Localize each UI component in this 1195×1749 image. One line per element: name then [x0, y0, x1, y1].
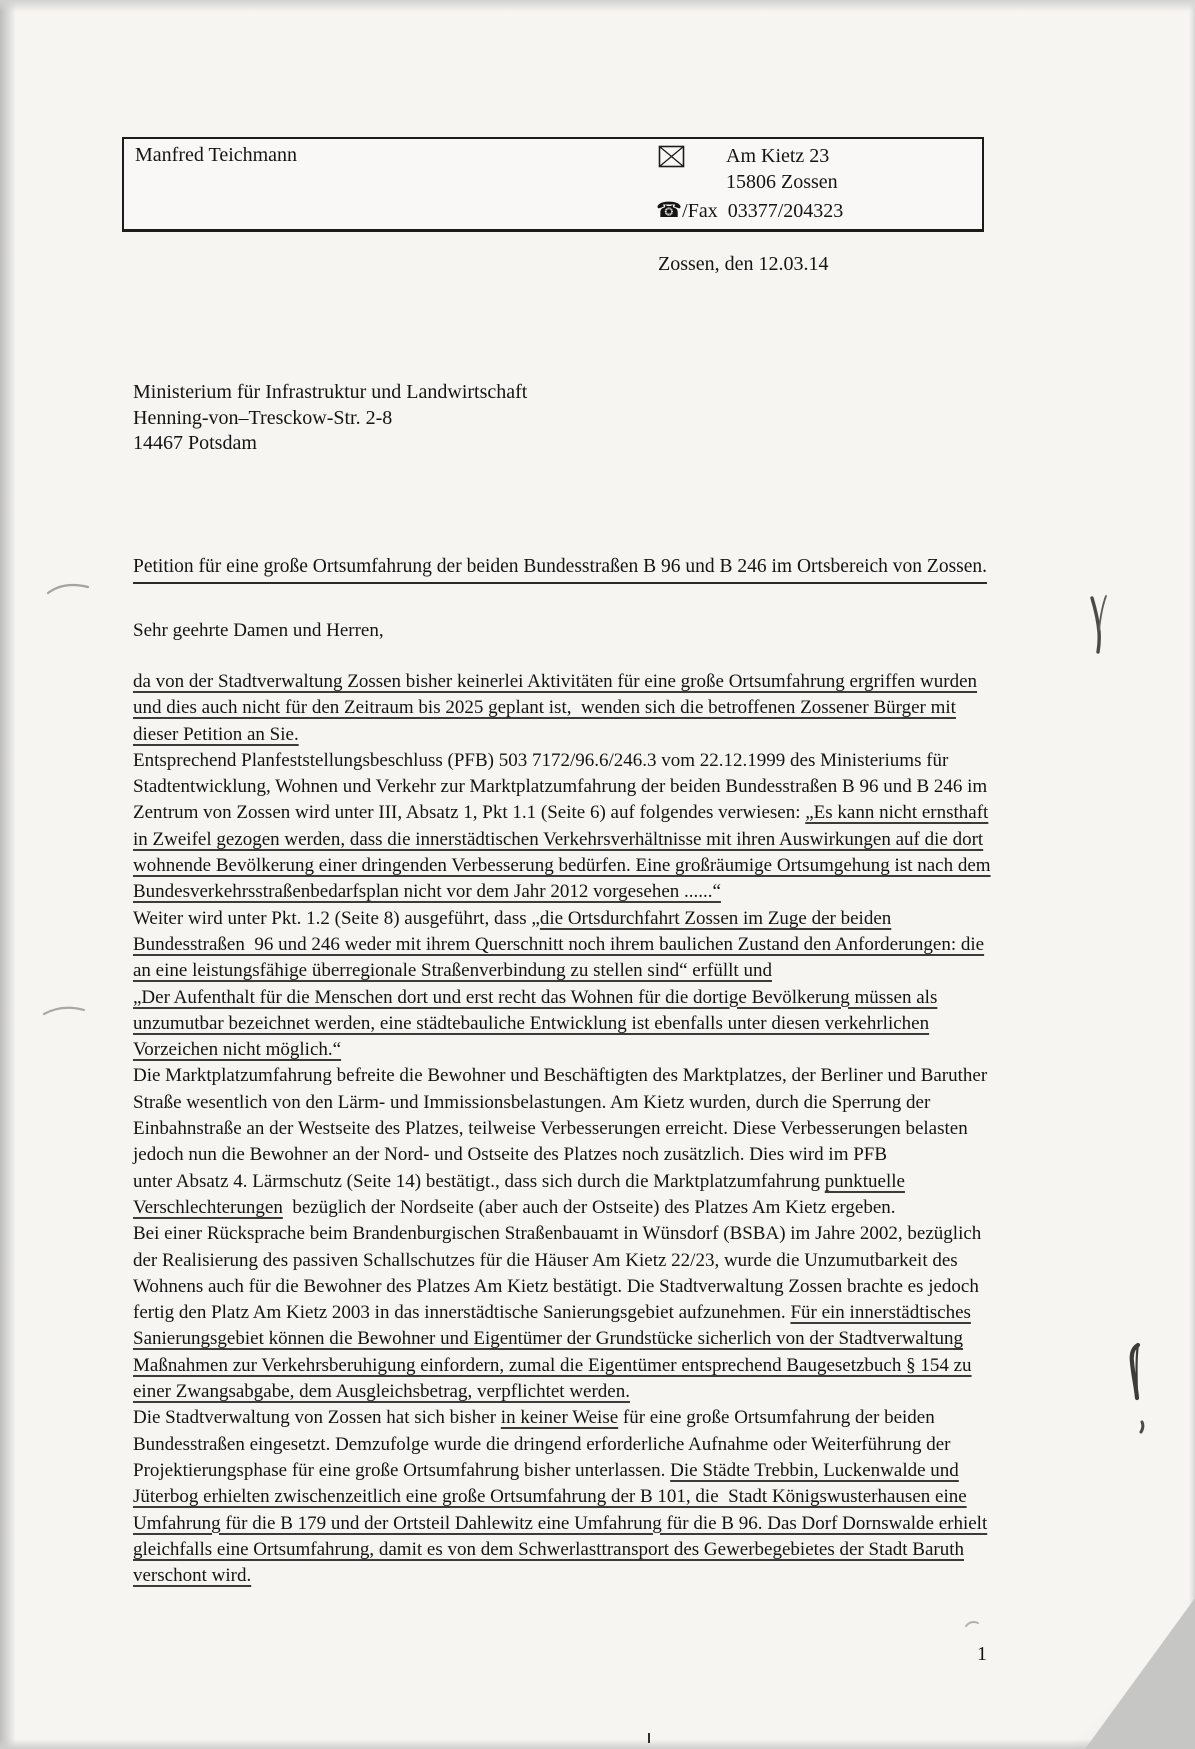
pen-stroke-mark — [46, 580, 90, 598]
sender-name: Manfred Teichmann — [135, 144, 298, 166]
body-line — [133, 1537, 1003, 1563]
body-text-segment: Die Städte Trebbin, Luckenwalde und — [670, 1459, 959, 1481]
body-line — [133, 1248, 1003, 1274]
body-text-segment: unter Absatz 4. Lärmschutz (Seite 14) bestätigt., dass sich durch die Marktplatzumfahrung — [133, 1170, 825, 1192]
body-text-segment: da von der Stadtverwaltung Zossen bisher keinerlei Aktivitäten für eine große Ortsumfahrung ergriffen wurden — [133, 671, 978, 692]
body-line — [133, 1353, 1003, 1379]
body-text-segment: dieser Petition an Sie. — [133, 723, 299, 745]
body-line — [133, 1432, 1003, 1458]
phone-fax-line — [656, 198, 843, 223]
scan-edge-top — [0, 0, 1195, 12]
body-line — [133, 1484, 1003, 1510]
body-text-segment: „Der Aufenthalt für die Menschen dort und erst recht das Wohnen für die dortige Bevölkerung müssen als — [133, 986, 938, 1008]
body-text-segment: Bundesverkehrsstraßenbedarfsplan nicht vor dem Jahr 2012 vorgesehen ......“ — [133, 881, 721, 903]
body-text-segment: Jüterbog erhielten zwischenzeitlich eine große Ortsumfahrung der B 101, die Stadt Königswusterhausen eine — [133, 1486, 967, 1508]
body-line — [133, 1511, 1003, 1537]
body-text-segment: Verschlechterungen — [133, 1196, 283, 1218]
recipient-address — [133, 380, 527, 457]
body-line — [133, 1037, 1003, 1063]
body-line — [133, 669, 1003, 695]
pen-dot-mark — [962, 1616, 982, 1632]
body-text-segment: Zentrum von Zossen wird unter III, Absatz 1, Pkt 1.1 (Seite 6) auf folgendes verwiesen: — [133, 802, 806, 824]
body-text-segment: punktuelle — [824, 1170, 905, 1192]
body-line — [133, 1326, 1003, 1352]
body-line — [133, 1274, 1003, 1300]
sender-address-line1: Am Kietz 23 — [726, 145, 830, 167]
body-text-segment: Einbahnstraße an der Westseite des Platzes, teilweise Verbesserungen erreicht. Diese Verbesserungen belasten — [133, 1118, 968, 1140]
body-line — [133, 958, 1003, 984]
body-text-segment: und dies auch nicht für den Zeitraum bis 2025 geplant ist, wenden sich die betroffenen Zossener Bürger mit — [133, 697, 956, 719]
fax-number: 03377/204323 — [727, 200, 844, 222]
body-line — [133, 853, 1003, 879]
body-text-segment: Umfahrung für die B 179 und der Ortsteil Dahlewitz eine Umfahrung für die B 96. Das Dorf Dornswalde erhielt — [133, 1512, 988, 1534]
body-text-segment: bezüglich der Nordseite (aber auch der Ostseite) des Platzes Am Kietz ergeben. — [282, 1196, 896, 1218]
body-text-segment: der Realisierung des passiven Schallschutzes für die Häuser Am Kietz 22/23, wurde die Unzumutbarkeit des — [133, 1249, 958, 1271]
body-text-segment: verschont wird. — [133, 1565, 252, 1587]
body-line — [133, 985, 1003, 1011]
body-line — [133, 1142, 1003, 1168]
page-number: 1 — [977, 1643, 987, 1665]
body-line — [133, 1379, 1003, 1405]
sender-address — [726, 143, 838, 195]
body-text-segment: Stadtentwicklung, Wohnen und Verkehr zur Marktplatzumfahrung der beiden Bundesstraßen B 96 und B 246 im — [133, 776, 988, 798]
pen-stroke-mark — [42, 1002, 86, 1020]
body-text-segment: Die Stadtverwaltung von Zossen hat sich bisher — [133, 1407, 501, 1429]
body-text-segment: unzumutbar bezeichnet werden, eine städtebauliche Entwicklung ist ebenfalls unter diesen verkehrlichen — [133, 1012, 930, 1034]
body-text-segment: Weiter wird unter Pkt. 1.2 (Seite 8) ausgeführt, dass „ — [133, 907, 540, 929]
body-text-segment: für eine große Ortsumfahrung der beiden — [618, 1407, 935, 1429]
scan-edge-left — [0, 0, 16, 1749]
body-line — [133, 1563, 1003, 1589]
body-line — [133, 879, 1003, 905]
recipient-line1: Ministerium für Infrastruktur und Landwirtschaft — [133, 381, 528, 403]
scanner-dash-mark — [648, 1733, 650, 1743]
body-text-segment: Bei einer Rücksprache beim Brandenburgischen Straßenbauamt in Wünsdorf (BSBA) im Jahre 2002, bezüglich — [133, 1223, 982, 1245]
body-text-segment: wohnende Bevölkerung einer dringenden Verbesserung bedürfen. Eine großräumige Ortsumgehung ist nach dem — [133, 855, 991, 877]
body-line — [133, 748, 1003, 774]
body-text-segment: Die Marktplatzumfahrung befreite die Bewohner und Beschäftigten des Marktplatzes, der Berliner und Baruther — [133, 1065, 988, 1087]
body-text-segment: jedoch nun die Bewohner an der Nord- und Ostseite des Platzes noch zusätzlich. Dies wird im PFB — [133, 1144, 888, 1166]
body-line — [133, 906, 1003, 932]
body-text-segment: Projektierungsphase für eine große Ortsumfahrung bisher unterlassen. — [133, 1459, 671, 1481]
body-text-segment: Maßnahmen zur Verkehrsberuhigung einfordern, zumal die Eigentümer entsprechend Baugesetzbuch § 154 zu — [133, 1354, 972, 1376]
body-line — [133, 800, 1003, 826]
body-text-segment: einer Zwangsabgabe, dem Ausgleichsbetrag, verpflichtet werden. — [133, 1381, 630, 1403]
body-text-segment: Bundesstraßen eingesetzt. Demzufolge wurde die dringend erforderliche Aufnahme oder Weiterführung der — [133, 1433, 951, 1455]
handwritten-tick-mark — [1086, 594, 1120, 656]
body-text-segment: Sanierungsgebiet können die Bewohner und Eigentümer der Grundstücke sicherlich von der Stadtverwaltung — [133, 1328, 963, 1350]
body-lines — [133, 669, 1003, 1589]
sender-header-box — [122, 137, 984, 232]
body-text-segment: die Ortsdurchfahrt Zossen im Zuge der beiden — [539, 907, 892, 929]
body-text-segment: in keiner Weise — [500, 1407, 619, 1429]
subject-line: Petition für eine große Ortsumfahrung der beiden Bundesstraßen B 96 und B 246 im Ortsbereich von Zossen. — [133, 556, 987, 584]
envelope-icon — [658, 145, 685, 173]
body-text-segment: fertig den Platz Am Kietz 2003 in das innerstädtische Sanierungsgebiet aufzunehmen. — [133, 1302, 791, 1324]
telephone-icon: ☎ — [656, 198, 683, 222]
body-line — [133, 1458, 1003, 1484]
salutation: Sehr geehrte Damen und Herren, — [133, 620, 384, 641]
body-text-segment: an eine leistungsfähige überregionale Straßenverbindung zu stellen sind“ erfüllt und — [133, 960, 772, 982]
body-line — [133, 1116, 1003, 1142]
body-text-segment: Entsprechend Planfeststellungsbeschluss (PFB) 503 7172/96.6/246.3 vom 22.12.1999 des Ministeriums für — [133, 749, 949, 771]
body-line — [133, 1090, 1003, 1116]
body-text-segment: Vorzeichen nicht möglich.“ — [133, 1039, 342, 1061]
body-text-segment: gleichfalls eine Ortsumfahrung, damit es von dem Schwerlasttransport des Gewerbegebietes der Stadt Baruth — [133, 1538, 965, 1560]
recipient-line2: Henning-von–Tresckow-Str. 2-8 — [133, 406, 393, 429]
body-line — [133, 1221, 1003, 1247]
scan-edge-bottom — [0, 1739, 1195, 1749]
body-line — [133, 1405, 1003, 1431]
body-line — [133, 722, 1003, 748]
body-line — [133, 1169, 1003, 1195]
recipient-line3: 14467 Potsdam — [133, 432, 257, 454]
body-line — [133, 1011, 1003, 1037]
body-text-segment: in Zweifel gezogen werden, dass die innerstädtischen Verkehrsverhältnisse mit ihren Auswirkungen auf die dort — [133, 828, 984, 850]
body-line — [133, 1195, 1003, 1221]
body-line — [133, 932, 1003, 958]
body-line — [133, 1063, 1003, 1089]
body-text-segment: „Es kann nicht ernsthaft — [805, 802, 989, 824]
body-text-segment: Straße wesentlich von den Lärm- und Immissionsbelastungen. Am Kietz wurden, durch die Sperrung der — [133, 1091, 931, 1113]
body-line — [133, 827, 1003, 853]
date-line: Zossen, den 12.03.14 — [658, 253, 829, 275]
body-text-segment: Bundesstraßen 96 und 246 weder mit ihrem Querschnitt noch ihrem baulichen Zustand den Anforderungen: die — [133, 933, 985, 955]
handwritten-exclamation-mark — [1124, 1342, 1152, 1440]
body-text-segment: Für ein innerstädtisches — [790, 1302, 971, 1324]
body-line — [133, 695, 1003, 721]
fax-label: /Fax — [682, 200, 718, 222]
body-text-segment: Wohnens auch für die Bewohner des Platzes Am Kietz bestätigt. Die Stadtverwaltung Zossen brachte es jedoch — [133, 1275, 979, 1297]
scan-edge-right — [1189, 0, 1195, 1749]
body-line — [133, 774, 1003, 800]
body-line — [133, 1300, 1003, 1326]
sender-address-line2: 15806 Zossen — [726, 171, 838, 193]
